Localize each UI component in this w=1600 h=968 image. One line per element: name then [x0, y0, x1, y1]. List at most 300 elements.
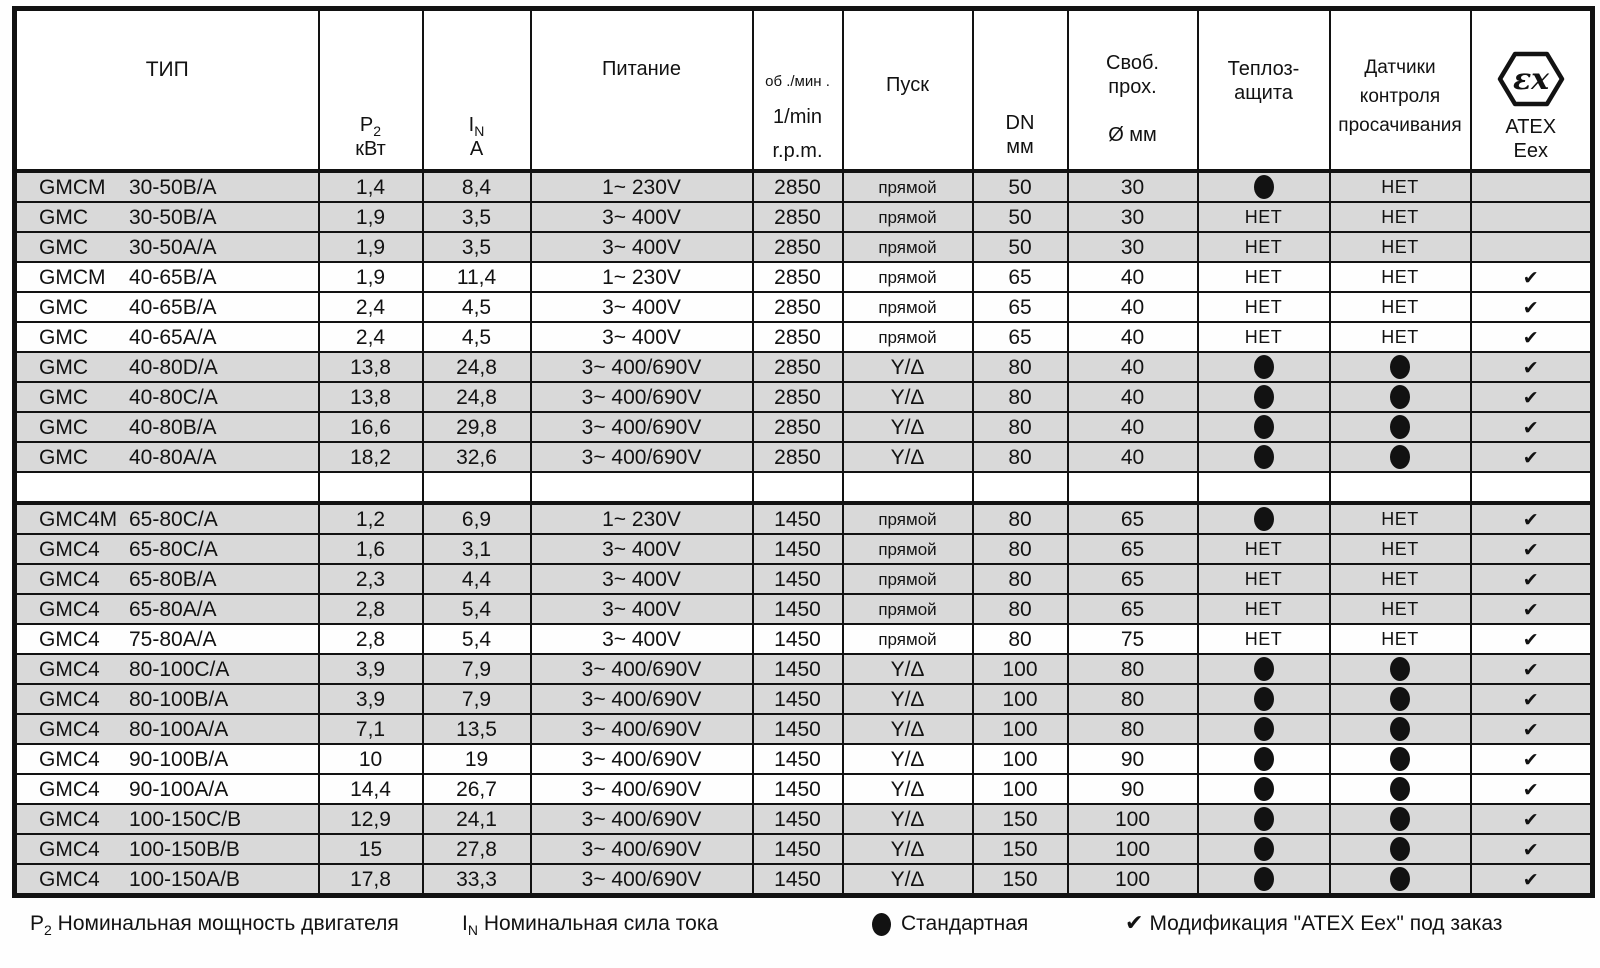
cell-free-passage: 30	[1068, 171, 1198, 202]
pump-brand: GMC	[39, 385, 88, 409]
legend-p2: $P_2$ Номинальная мощность двигателя	[30, 912, 399, 939]
cell-thermal: НЕТ	[1198, 624, 1330, 654]
col-header-dn	[973, 9, 1068, 172]
cell-dn: 65	[973, 322, 1068, 352]
check-icon: ✔	[1522, 749, 1539, 771]
cell-p2: 1,9	[319, 232, 423, 262]
cell-free-passage	[1068, 472, 1198, 503]
cell-leak-sensors: НЕТ	[1330, 503, 1471, 534]
cell-start: прямой	[843, 564, 973, 594]
col-header-type	[15, 9, 319, 172]
standard-dot-icon	[1254, 837, 1274, 861]
cell-rpm: 2850	[753, 412, 843, 442]
cell-p2: 12,9	[319, 804, 423, 834]
cell-type	[15, 564, 319, 594]
pump-brand: GMC4	[39, 747, 100, 771]
cell-free-passage: 80	[1068, 714, 1198, 744]
col-header-in	[423, 9, 531, 172]
pump-brand: GMC4	[39, 807, 100, 831]
cell-free-passage: 65	[1068, 534, 1198, 564]
cell-atex	[1471, 382, 1593, 412]
cell-start: прямой	[843, 202, 973, 232]
cell-rpm: 1450	[753, 564, 843, 594]
cell-leak-sensors	[1330, 382, 1471, 412]
cell-in: 33,3	[423, 864, 531, 896]
cell-thermal	[1198, 442, 1330, 472]
cell-power: 3~ 400V	[531, 534, 753, 564]
cell-in: 6,9	[423, 503, 531, 534]
pump-brand: GMC	[39, 415, 88, 439]
col-title: Пуск	[886, 74, 929, 96]
cell-rpm: 1450	[753, 594, 843, 624]
check-icon: ✔	[1522, 447, 1539, 469]
cell-start: прямой	[843, 594, 973, 624]
cell-in: 4,5	[423, 292, 531, 322]
pump-brand: GMC4	[39, 867, 100, 891]
legend-atex-option: ✔ Модификация "ATEX Eex" под заказ	[1125, 910, 1503, 935]
pump-code: 30-50A/A	[129, 235, 217, 259]
cell-dn: 150	[973, 804, 1068, 834]
cell-atex	[1471, 352, 1593, 382]
cell-type	[15, 202, 319, 232]
pump-brand: GMC4	[39, 717, 100, 741]
pump-code: 80-100A/A	[129, 717, 229, 741]
cell-thermal	[1198, 412, 1330, 442]
pump-code: 40-65B/A	[129, 295, 217, 319]
cell-type	[15, 322, 319, 352]
cell-free-passage: 40	[1068, 292, 1198, 322]
standard-dot-icon	[1254, 657, 1274, 681]
table-row	[15, 232, 1593, 262]
cell-atex	[1471, 232, 1593, 262]
cell-power	[531, 472, 753, 503]
check-icon: ✔	[1522, 839, 1539, 861]
cell-free-passage: 65	[1068, 594, 1198, 624]
cell-power: 1~ 230V	[531, 262, 753, 292]
cell-start: Y/Δ	[843, 774, 973, 804]
cell-thermal	[1198, 472, 1330, 503]
pump-code: 65-80B/A	[129, 567, 217, 591]
standard-dot-icon	[1390, 837, 1410, 861]
cell-atex	[1471, 534, 1593, 564]
cell-in: 24,8	[423, 382, 531, 412]
cell-free-passage: 65	[1068, 503, 1198, 534]
cell-in: 8,4	[423, 171, 531, 202]
cell-atex	[1471, 503, 1593, 534]
cell-power: 3~ 400/690V	[531, 804, 753, 834]
cell-p2: 18,2	[319, 442, 423, 472]
cell-start: Y/Δ	[843, 442, 973, 472]
cell-rpm: 2850	[753, 202, 843, 232]
cell-start: Y/Δ	[843, 744, 973, 774]
cell-rpm: 1450	[753, 804, 843, 834]
legend-in: $I_N$ Номинальная сила тока	[462, 912, 719, 939]
col-title-en: r.p.m.	[772, 140, 823, 162]
cell-thermal: НЕТ	[1198, 564, 1330, 594]
table-row	[15, 382, 1593, 412]
cell-dn: 100	[973, 654, 1068, 684]
cell-p2: 13,8	[319, 382, 423, 412]
pump-brand: GMC4	[39, 837, 100, 861]
table-row	[15, 503, 1593, 534]
col-title: Своб.	[1106, 52, 1159, 74]
cell-power: 3~ 400/690V	[531, 714, 753, 744]
cell-thermal: НЕТ	[1198, 202, 1330, 232]
cell-in: 13,5	[423, 714, 531, 744]
cell-p2: 2,4	[319, 322, 423, 352]
cell-free-passage: 65	[1068, 564, 1198, 594]
pump-brand: GMC4	[39, 777, 100, 801]
cell-atex	[1471, 654, 1593, 684]
standard-dot-icon	[1254, 385, 1274, 409]
standard-dot-icon	[1390, 807, 1410, 831]
col-title: Eex	[1513, 140, 1548, 162]
standard-dot-icon	[1254, 445, 1274, 469]
cell-power: 3~ 400V	[531, 232, 753, 262]
check-icon: ✔	[1522, 569, 1539, 591]
cell-type	[15, 684, 319, 714]
cell-atex	[1471, 594, 1593, 624]
table-row	[15, 322, 1593, 352]
cell-atex	[1471, 714, 1593, 744]
cell-atex	[1471, 322, 1593, 352]
table-row	[15, 412, 1593, 442]
col-header-thermal	[1198, 9, 1330, 172]
col-header-leak-sensors	[1330, 9, 1471, 172]
cell-thermal: НЕТ	[1198, 232, 1330, 262]
cell-in: 26,7	[423, 774, 531, 804]
cell-type	[15, 262, 319, 292]
check-icon: ✔	[1522, 689, 1539, 711]
cell-start: прямой	[843, 322, 973, 352]
cell-dn: 80	[973, 412, 1068, 442]
table-row	[15, 292, 1593, 322]
cell-dn: 80	[973, 352, 1068, 382]
separator-row	[15, 472, 1593, 503]
cell-atex	[1471, 864, 1593, 896]
cell-atex	[1471, 442, 1593, 472]
cell-type	[15, 534, 319, 564]
pump-code: 80-100B/A	[129, 687, 229, 711]
pump-code: 30-50B/A	[129, 175, 217, 199]
cell-start	[843, 472, 973, 503]
cell-dn: 50	[973, 202, 1068, 232]
cell-p2: 17,8	[319, 864, 423, 896]
table-row	[15, 654, 1593, 684]
pump-brand: GMC4	[39, 657, 100, 681]
cell-thermal: НЕТ	[1198, 262, 1330, 292]
cell-free-passage: 80	[1068, 654, 1198, 684]
cell-rpm: 2850	[753, 232, 843, 262]
cell-in: 5,4	[423, 594, 531, 624]
standard-dot-icon	[1254, 867, 1274, 891]
standard-dot-icon	[1390, 445, 1410, 469]
cell-dn	[973, 472, 1068, 503]
col-title-ru: об ./мин .	[765, 73, 830, 90]
cell-dn: 80	[973, 624, 1068, 654]
cell-leak-sensors	[1330, 834, 1471, 864]
table-row	[15, 171, 1593, 202]
cell-dn: 65	[973, 292, 1068, 322]
cell-type	[15, 804, 319, 834]
cell-power: 3~ 400V	[531, 202, 753, 232]
pump-brand: GMC	[39, 355, 88, 379]
check-icon: ✔	[1522, 509, 1539, 531]
cell-start: Y/Δ	[843, 864, 973, 896]
standard-dot-icon	[1254, 415, 1274, 439]
cell-thermal	[1198, 352, 1330, 382]
pump-code: 40-65B/A	[129, 265, 217, 289]
cell-leak-sensors	[1330, 412, 1471, 442]
cell-leak-sensors	[1330, 654, 1471, 684]
check-icon: ✔	[1522, 327, 1539, 349]
cell-dn: 80	[973, 534, 1068, 564]
col-title: контроля	[1359, 86, 1441, 107]
cell-thermal: НЕТ	[1198, 322, 1330, 352]
pump-brand: GMC4	[39, 537, 100, 561]
cell-rpm: 2850	[753, 382, 843, 412]
col-title: ащита	[1234, 82, 1293, 104]
check-icon: ✔	[1522, 599, 1539, 621]
table-row	[15, 834, 1593, 864]
pump-brand: GMC4	[39, 687, 100, 711]
cell-type	[15, 232, 319, 262]
cell-power: 3~ 400/690V	[531, 864, 753, 896]
pump-code: 65-80C/A	[129, 537, 218, 561]
cell-atex	[1471, 744, 1593, 774]
pump-code: 40-80B/A	[129, 415, 217, 439]
check-icon: ✔	[1522, 659, 1539, 681]
col-title: ТИП	[145, 58, 189, 81]
pump-code: 90-100B/A	[129, 747, 229, 771]
cell-start: прямой	[843, 292, 973, 322]
pump-brand: GMC4	[39, 597, 100, 621]
svg-text:εx: εx	[1512, 62, 1549, 97]
standard-dot-icon	[1390, 385, 1410, 409]
header-row	[15, 9, 1593, 172]
cell-start: Y/Δ	[843, 834, 973, 864]
standard-dot-icon	[1254, 807, 1274, 831]
cell-in: 3,1	[423, 534, 531, 564]
cell-type	[15, 744, 319, 774]
cell-type	[15, 654, 319, 684]
cell-free-passage: 80	[1068, 684, 1198, 714]
cell-atex	[1471, 202, 1593, 232]
cell-leak-sensors	[1330, 472, 1471, 503]
pump-brand: GMC	[39, 205, 88, 229]
col-title: Питание	[602, 58, 681, 80]
pump-code: 40-80D/A	[129, 355, 218, 379]
cell-power: 3~ 400/690V	[531, 352, 753, 382]
check-icon: ✔	[1522, 297, 1539, 319]
cell-free-passage: 100	[1068, 804, 1198, 834]
col-unit: A	[469, 138, 484, 160]
cell-thermal: НЕТ	[1198, 594, 1330, 624]
cell-rpm: 2850	[753, 171, 843, 202]
cell-atex	[1471, 292, 1593, 322]
check-icon: ✔	[1522, 539, 1539, 561]
cell-free-passage: 30	[1068, 232, 1198, 262]
cell-leak-sensors: НЕТ	[1330, 292, 1471, 322]
check-icon: ✔	[1522, 809, 1539, 831]
cell-power: 3~ 400/690V	[531, 654, 753, 684]
cell-start: Y/Δ	[843, 804, 973, 834]
col-header-rpm	[753, 9, 843, 172]
cell-power: 3~ 400/690V	[531, 744, 753, 774]
cell-free-passage: 90	[1068, 744, 1198, 774]
standard-dot-icon	[1254, 747, 1274, 771]
cell-atex	[1471, 624, 1593, 654]
cell-leak-sensors	[1330, 864, 1471, 896]
table-row	[15, 534, 1593, 564]
cell-leak-sensors	[1330, 352, 1471, 382]
cell-type	[15, 774, 319, 804]
cell-leak-sensors: НЕТ	[1330, 232, 1471, 262]
check-icon: ✔	[1522, 267, 1539, 289]
cell-atex	[1471, 171, 1593, 202]
cell-start: прямой	[843, 262, 973, 292]
table-row	[15, 262, 1593, 292]
cell-p2: 1,4	[319, 171, 423, 202]
standard-dot-icon	[1390, 687, 1410, 711]
legend-standard: Стандартная	[872, 912, 1028, 936]
cell-in: 7,9	[423, 684, 531, 714]
cell-rpm: 2850	[753, 322, 843, 352]
cell-start: Y/Δ	[843, 382, 973, 412]
cell-type	[15, 864, 319, 896]
cell-thermal	[1198, 714, 1330, 744]
table-row	[15, 804, 1593, 834]
cell-free-passage: 40	[1068, 442, 1198, 472]
cell-atex	[1471, 564, 1593, 594]
cell-p2: 7,1	[319, 714, 423, 744]
cell-dn: 150	[973, 864, 1068, 896]
standard-dot-icon	[1390, 355, 1410, 379]
col-title: ATEX	[1505, 116, 1557, 138]
table-body	[15, 171, 1593, 896]
cell-free-passage: 40	[1068, 412, 1198, 442]
pump-code: 40-65A/A	[129, 325, 217, 349]
table-row	[15, 202, 1593, 232]
cell-in: 32,6	[423, 442, 531, 472]
standard-dot-icon	[1254, 507, 1274, 531]
cell-free-passage: 40	[1068, 352, 1198, 382]
col-title: прох.	[1108, 76, 1157, 98]
cell-type	[15, 503, 319, 534]
cell-p2: 3,9	[319, 654, 423, 684]
col-header-start	[843, 9, 973, 172]
cell-p2: 16,6	[319, 412, 423, 442]
cell-dn: 100	[973, 684, 1068, 714]
cell-free-passage: 100	[1068, 834, 1198, 864]
cell-in: 29,8	[423, 412, 531, 442]
cell-dn: 80	[973, 564, 1068, 594]
pump-brand: GMC	[39, 295, 88, 319]
cell-dn: 100	[973, 744, 1068, 774]
cell-power: 3~ 400V	[531, 322, 753, 352]
cell-thermal: НЕТ	[1198, 534, 1330, 564]
cell-leak-sensors: НЕТ	[1330, 594, 1471, 624]
cell-atex	[1471, 804, 1593, 834]
cell-free-passage: 40	[1068, 262, 1198, 292]
cell-thermal: НЕТ	[1198, 292, 1330, 322]
cell-in: 24,8	[423, 352, 531, 382]
cell-p2	[319, 472, 423, 503]
table-row	[15, 714, 1593, 744]
standard-dot-icon	[1254, 717, 1274, 741]
col-unit: кВт	[355, 138, 386, 160]
standard-dot-icon	[1254, 175, 1274, 199]
table-row	[15, 864, 1593, 896]
cell-atex	[1471, 834, 1593, 864]
cell-free-passage: 90	[1068, 774, 1198, 804]
cell-atex	[1471, 684, 1593, 714]
check-icon: ✔	[1522, 629, 1539, 651]
cell-leak-sensors: НЕТ	[1330, 624, 1471, 654]
col-unit: мм	[1006, 136, 1034, 158]
pump-code: 100-150A/B	[129, 867, 240, 891]
cell-type	[15, 382, 319, 412]
cell-in: 3,5	[423, 232, 531, 262]
cell-rpm: 2850	[753, 352, 843, 382]
cell-dn: 80	[973, 594, 1068, 624]
cell-rpm: 1450	[753, 714, 843, 744]
pump-brand: GMC	[39, 325, 88, 349]
cell-dn: 80	[973, 382, 1068, 412]
cell-p2: 2,8	[319, 624, 423, 654]
check-icon: ✔	[1522, 719, 1539, 741]
cell-in: 4,4	[423, 564, 531, 594]
cell-start: Y/Δ	[843, 352, 973, 382]
standard-dot-icon	[1390, 657, 1410, 681]
cell-p2: 14,4	[319, 774, 423, 804]
cell-thermal	[1198, 744, 1330, 774]
cell-leak-sensors	[1330, 804, 1471, 834]
cell-rpm: 1450	[753, 774, 843, 804]
cell-p2: 3,9	[319, 684, 423, 714]
cell-type	[15, 624, 319, 654]
pump-code: 75-80A/A	[129, 627, 217, 651]
cell-start: прямой	[843, 624, 973, 654]
cell-power: 1~ 230V	[531, 171, 753, 202]
cell-thermal	[1198, 171, 1330, 202]
pump-code: 100-150B/B	[129, 837, 240, 861]
cell-dn: 150	[973, 834, 1068, 864]
cell-in: 27,8	[423, 834, 531, 864]
check-icon: ✔	[1522, 357, 1539, 379]
cell-in: 19	[423, 744, 531, 774]
cell-thermal	[1198, 654, 1330, 684]
cell-power: 3~ 400V	[531, 594, 753, 624]
cell-start: Y/Δ	[843, 654, 973, 684]
cell-free-passage: 40	[1068, 322, 1198, 352]
cell-start: Y/Δ	[843, 412, 973, 442]
cell-in: 11,4	[423, 262, 531, 292]
table-row	[15, 352, 1593, 382]
check-icon: ✔	[1522, 417, 1539, 439]
pump-code: 80-100C/A	[129, 657, 230, 681]
check-icon: ✔	[1522, 779, 1539, 801]
pump-code: 65-80C/A	[129, 507, 218, 531]
cell-dn: 80	[973, 503, 1068, 534]
pump-code: 100-150C/B	[129, 807, 242, 831]
cell-power: 3~ 400/690V	[531, 834, 753, 864]
cell-type	[15, 292, 319, 322]
cell-power: 3~ 400/690V	[531, 382, 753, 412]
check-icon: ✔	[1522, 387, 1539, 409]
cell-type	[15, 472, 319, 503]
cell-type	[15, 352, 319, 382]
